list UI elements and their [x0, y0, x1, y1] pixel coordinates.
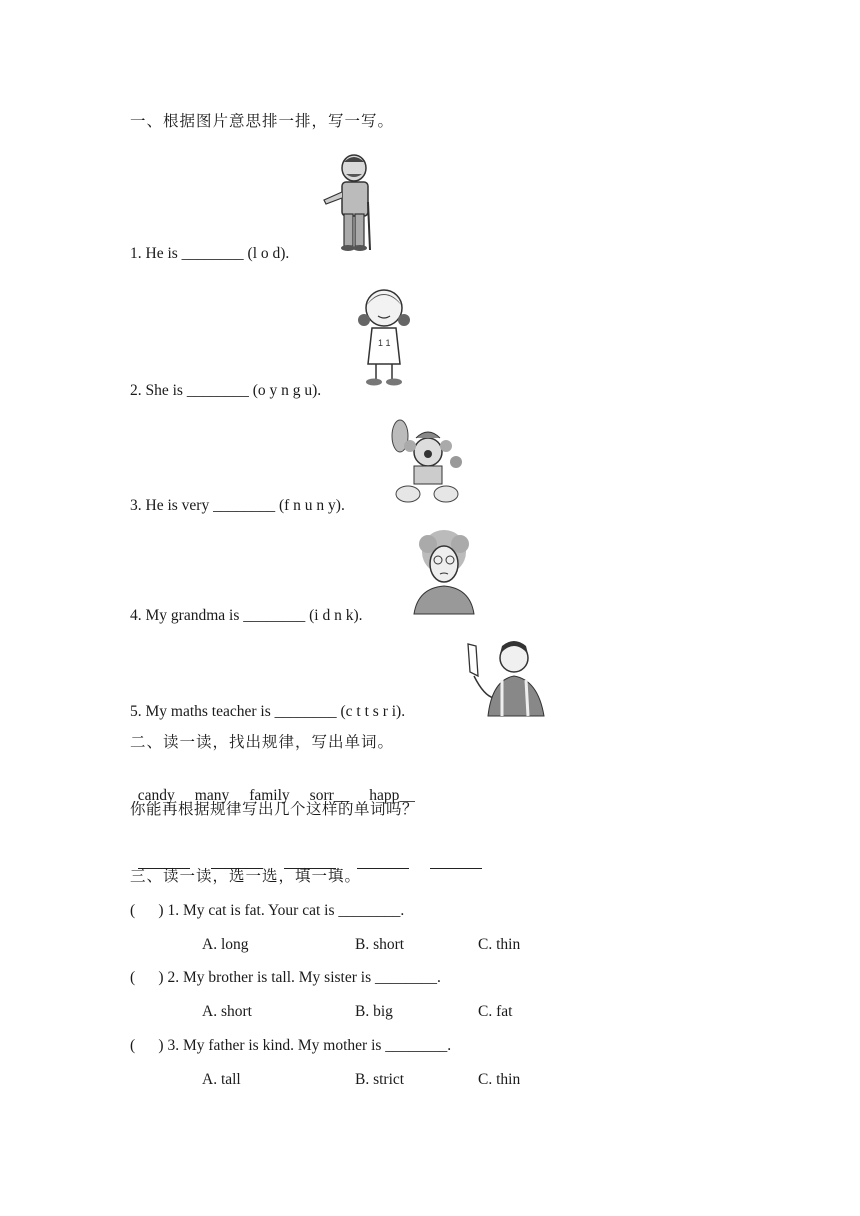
section1-heading: 一、根据图片意思排一排，写一写。: [130, 113, 395, 130]
grandma-figure: [408, 528, 480, 616]
option-a: A. short: [202, 1003, 252, 1020]
choice-question-1: [130, 901, 404, 921]
option-a: A. long: [202, 936, 249, 953]
old-man-figure: [318, 152, 380, 254]
teacher-figure: [458, 636, 558, 718]
option-a: A. tall: [202, 1071, 241, 1088]
question-text: 1. My cat is fat. Your cat is ________.: [167, 902, 405, 919]
answer-blank[interactable]: [357, 854, 409, 869]
question-5: 5. My maths teacher is ________ (c t t s r i).: [130, 703, 406, 720]
option-c: C. thin: [478, 1071, 521, 1088]
answer-paren[interactable]: ( ): [130, 969, 164, 986]
clown-figure: [386, 416, 466, 506]
question-1: 1. He is ________ (l o d).: [130, 245, 290, 262]
section2-heading: 二、读一读，找出规律，写出单词。: [130, 734, 395, 751]
option-c: C. fat: [478, 1003, 513, 1020]
section2-question: 你能再根据规律写出几个这样的单词吗？: [130, 801, 419, 818]
pattern-word: candy: [137, 787, 175, 804]
question-2: 2. She is ________ (o y n g u).: [130, 382, 322, 399]
option-b: B. big: [355, 1003, 393, 1020]
option-b: B. short: [355, 936, 405, 953]
question-4: 4. My grandma is ________ (i d n k).: [130, 607, 363, 624]
young-girl-figure: [350, 280, 430, 390]
question-text: 2. My brother is tall. My sister is ________.: [167, 969, 441, 986]
option-c: C. thin: [478, 936, 521, 953]
option-b: B. strict: [355, 1071, 405, 1088]
svg-text:1 1: 1 1: [378, 338, 391, 348]
choice-question-3: [130, 1036, 451, 1056]
question-text: 3. My father is kind. My mother is ________.: [167, 1037, 452, 1054]
answer-paren[interactable]: ( ): [130, 902, 164, 919]
answer-blank[interactable]: [430, 854, 482, 869]
pattern-word: sorr__: [309, 787, 350, 804]
answer-paren[interactable]: ( ): [130, 1037, 164, 1054]
question-3: 3. He is very ________ (f n u n y).: [130, 497, 345, 514]
choice-question-2: [130, 968, 441, 988]
section3-heading: 三、读一读，选一选，填一填。: [130, 868, 362, 885]
pattern-word: happ__: [369, 787, 415, 804]
pattern-word: many: [194, 787, 230, 804]
pattern-word: family: [249, 787, 290, 804]
